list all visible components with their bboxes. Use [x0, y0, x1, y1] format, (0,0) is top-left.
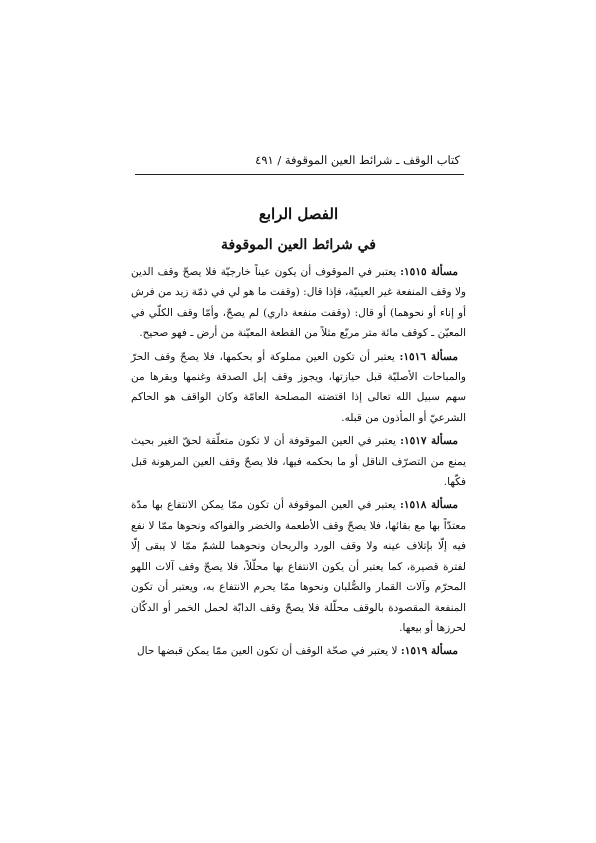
- issue-text: يعتبر في العين الموقوفة أن تكون ممّا يمكن الانتفاع بها مدّة معتدّاً بها مع بقائها، فلا يصحّ وقف الأطعمة والخضر والفواكه ونحوها ممّا لا نفع فيه إلّا بإتلاف عينه ولا وقف الورد والريحان ونحوهما للشمّ ممّا لا يبقى إلّا لفترة قصيرة، كما يعتبر أن يكون الانتفاع بها محلّلاً، فلا يصحّ وقف آلات اللهو المحرّم وآلات القمار والصُّلبان ونحوها ممّا يحرم الانتفاع به، ويعتبر أن تكون المنفعة المقصودة بالوقف محلّلة فلا يصحّ وقف الدابّة لحمل الخمر أو الدكّان لحرزها أو بيعها.: [131, 499, 466, 634]
- issue-text: لا يعتبر في صحّة الوقف أن تكون العين ممّا يمكن قبضها حال: [137, 645, 401, 658]
- issue-number: مسألة ١٥١٦:: [399, 350, 458, 363]
- header-rule: [135, 174, 464, 175]
- issue-paragraph: [131, 641, 466, 661]
- issue-text: يعتبر في الموقوف أن يكون عيناً خارجيّة فلا يصحّ وقف الدين ولا وقف المنفعة غير العينيّة، فإذا قال: (وقفت ما هو لي في ذمّة زيد من فرش أو إناء أو نحوهما) أو قال: (وقفت منفعة داري) لم يصحّ، وأمّا وقف الكلّي في المعيّن ـ كوقف مائة متر مربّع مثلاً من القطعة المعيّنة من أرض ـ فهو صحيح.: [131, 266, 466, 340]
- body-text: [131, 262, 466, 665]
- issue-paragraph: [131, 495, 466, 638]
- issue-number: مسألة ١٥١٨:: [399, 499, 458, 512]
- issue-number: مسألة ١٥١٧:: [400, 435, 458, 448]
- issue-text: يعتبر في العين الموقوفة أن لا تكون متعلّقة لحقّ الغير بحيث يمنع من التصرّف الناقل أو ما بحكمه فيها، فلا يصحّ وقف العين المرهونة قبل فكّها.: [131, 435, 466, 489]
- running-header: كتاب الوقف ـ شرائط العين الموقوفة / ٤٩١: [255, 153, 460, 167]
- issue-paragraph: [131, 431, 466, 492]
- issue-text: يعتبر أن تكون العين مملوكة أو بحكمها، فلا يصحّ وقف الحرّ والمباحات الأصليّة قبل حيازتها، ويجوز وقف إبل الصدقة وغنمها وبقرها من سهم سبيل الله تعالى إذا اقتضته المصلحة العامّة وكان الواقف هو الحاكم الشرعيّ أو المأذون من قبله.: [131, 350, 466, 424]
- issue-paragraph: [131, 347, 466, 429]
- issue-number: مسألة ١٥١٥:: [400, 266, 458, 278]
- chapter-title: الفصل الرابع: [258, 205, 339, 223]
- chapter-subtitle: في شرائط العين الموقوفة: [221, 237, 376, 253]
- issue-paragraph: [131, 262, 466, 344]
- issue-number: مسألة ١٥١٩:: [400, 645, 458, 658]
